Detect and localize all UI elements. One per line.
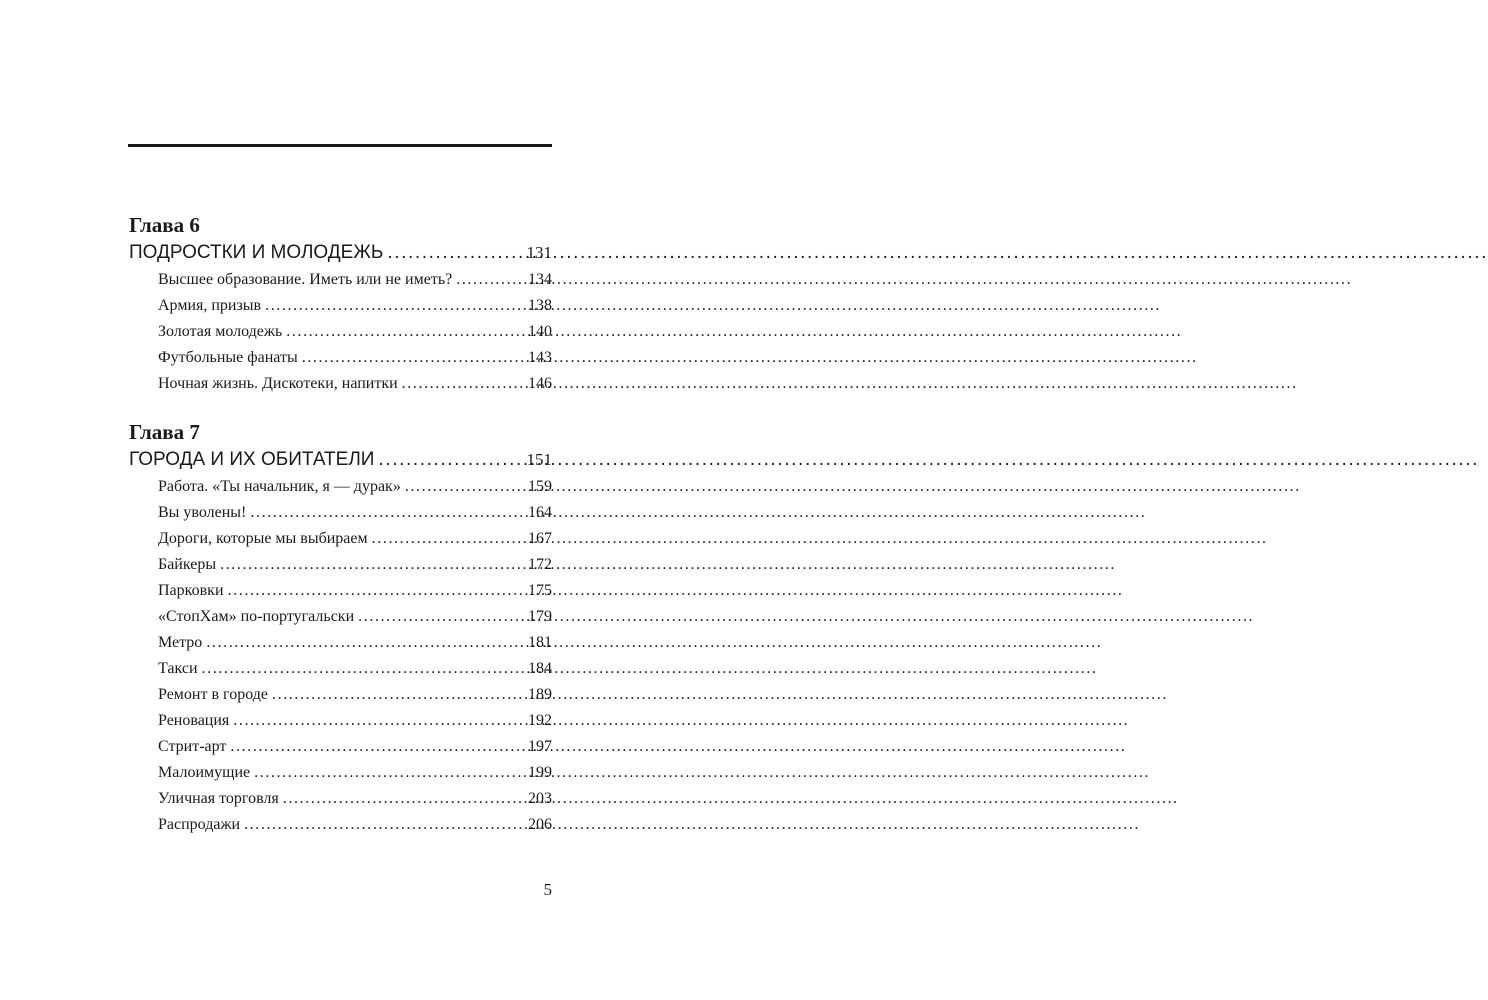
entry-title: Такси bbox=[158, 660, 198, 677]
entry-page-number: 175 bbox=[528, 582, 552, 599]
toc-entry bbox=[158, 500, 552, 526]
chapter-page-number: 131 bbox=[526, 243, 552, 262]
chapter-7 bbox=[129, 419, 552, 838]
entry-title: Уличная торговля bbox=[158, 790, 279, 807]
dot-leader bbox=[230, 734, 526, 760]
entry-title: Стрит-арт bbox=[158, 738, 227, 755]
entry-page-number: 206 bbox=[528, 816, 552, 833]
chapter-label: Глава 7 bbox=[129, 420, 200, 444]
page-number: 5 bbox=[543, 880, 552, 899]
chapter-title: ГОРОДА И ИХ ОБИТАТЕЛИ bbox=[129, 449, 375, 470]
toc-entry bbox=[158, 656, 552, 682]
toc-entry bbox=[158, 345, 552, 371]
chapter-6 bbox=[129, 212, 552, 397]
entry-page-number: 164 bbox=[528, 504, 552, 521]
section-list bbox=[129, 474, 552, 838]
entry-page-number: 172 bbox=[528, 556, 552, 573]
entry-title: Высшее образование. Иметь или не иметь? bbox=[158, 271, 453, 288]
entry-title: Дороги, которые мы выбираем bbox=[158, 530, 368, 547]
dot-leader bbox=[250, 500, 526, 526]
dot-leader bbox=[286, 319, 526, 345]
entry-page-number: 184 bbox=[528, 660, 552, 677]
toc-entry bbox=[158, 293, 552, 319]
toc-entry bbox=[158, 604, 552, 630]
toc-entry bbox=[158, 267, 552, 293]
dot-leader bbox=[206, 630, 526, 656]
chapter-label: Глава 6 bbox=[129, 213, 200, 237]
entry-title: Ремонт в городе bbox=[158, 686, 268, 703]
entry-title: Парковки bbox=[158, 582, 224, 599]
chapter-title-row bbox=[129, 445, 552, 474]
dot-leader bbox=[244, 812, 526, 838]
entry-title: Работа. «Ты начальник, я — дурак» bbox=[158, 478, 401, 495]
toc-entry bbox=[158, 734, 552, 760]
toc-entry bbox=[158, 319, 552, 345]
entry-title: Малоимущие bbox=[158, 764, 251, 781]
dot-leader bbox=[220, 552, 526, 578]
dot-leader bbox=[202, 656, 526, 682]
entry-title: Распродажи bbox=[158, 816, 241, 833]
entry-page-number: 146 bbox=[528, 375, 552, 392]
entry-title: Ночная жизнь. Дискотеки, напитки bbox=[158, 375, 398, 392]
entry-page-number: 138 bbox=[528, 297, 552, 314]
toc-entry bbox=[158, 371, 552, 397]
entry-title: «СтопХам» по-португальски bbox=[158, 608, 355, 625]
toc-entry bbox=[158, 760, 552, 786]
dot-leader bbox=[456, 267, 526, 293]
entry-title: Реновация bbox=[158, 712, 230, 729]
entry-page-number: 167 bbox=[528, 530, 552, 547]
toc-entry bbox=[158, 630, 552, 656]
dot-leader bbox=[283, 786, 526, 812]
toc-entry bbox=[158, 526, 552, 552]
chapter-page-number: 151 bbox=[526, 450, 552, 469]
dot-leader bbox=[254, 760, 526, 786]
dot-leader bbox=[402, 371, 526, 397]
dot-leader bbox=[372, 526, 526, 552]
toc-entry bbox=[158, 474, 552, 500]
toc-entry bbox=[158, 682, 552, 708]
entry-title: Вы уволены! bbox=[158, 504, 247, 521]
entry-page-number: 179 bbox=[528, 608, 552, 625]
entry-page-number: 140 bbox=[528, 323, 552, 340]
top-rule bbox=[128, 144, 552, 147]
chapter-title: ПОДРОСТКИ И МОЛОДЕЖЬ bbox=[129, 242, 384, 263]
entry-title: Байкеры bbox=[158, 556, 217, 573]
entry-page-number: 203 bbox=[528, 790, 552, 807]
entry-page-number: 159 bbox=[528, 478, 552, 495]
dot-leader bbox=[302, 345, 526, 371]
dot-leader bbox=[272, 682, 526, 708]
dot-leader bbox=[387, 238, 524, 267]
entry-page-number: 189 bbox=[528, 686, 552, 703]
entry-page-number: 181 bbox=[528, 634, 552, 651]
toc-entry bbox=[158, 708, 552, 734]
dot-leader bbox=[358, 604, 526, 630]
entry-title: Метро bbox=[158, 634, 203, 651]
dot-leader bbox=[405, 474, 526, 500]
dot-leader bbox=[378, 445, 524, 474]
entry-title: Футбольные фанаты bbox=[158, 349, 298, 366]
chapter-title-row bbox=[129, 238, 552, 267]
entry-page-number: 143 bbox=[528, 349, 552, 366]
dot-leader bbox=[265, 293, 526, 319]
table-of-contents bbox=[129, 212, 552, 838]
toc-entry bbox=[158, 578, 552, 604]
entry-page-number: 192 bbox=[528, 712, 552, 729]
entry-page-number: 199 bbox=[528, 764, 552, 781]
dot-leader bbox=[228, 578, 526, 604]
entry-title: Армия, призыв bbox=[158, 297, 262, 314]
toc-entry bbox=[158, 812, 552, 838]
dot-leader bbox=[233, 708, 526, 734]
toc-entry bbox=[158, 552, 552, 578]
entry-page-number: 134 bbox=[528, 271, 552, 288]
entry-page-number: 197 bbox=[528, 738, 552, 755]
section-list bbox=[129, 267, 552, 397]
entry-title: Золотая молодежь bbox=[158, 323, 283, 340]
toc-entry bbox=[158, 786, 552, 812]
